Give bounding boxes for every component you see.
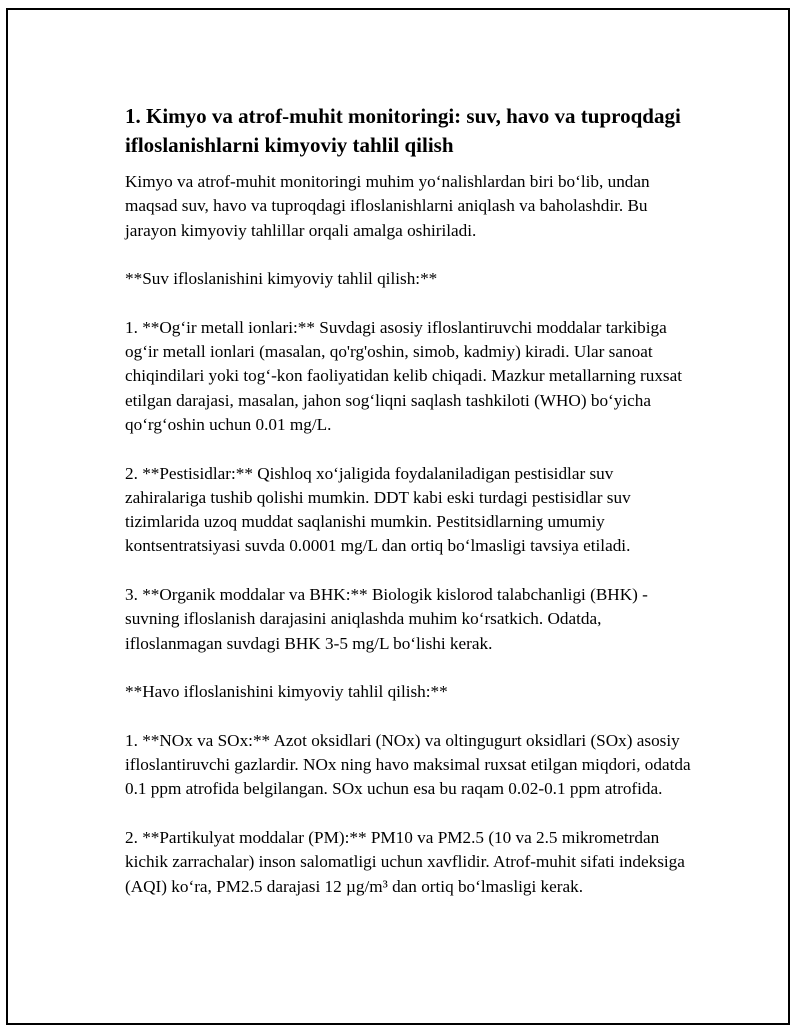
heavy-metals-paragraph: 1. **Og‘ir metall ionlari:** Suvdagi asosiy ifloslantiruvchi moddalar tarkibiga og‘ir metall ionlari (masalan, qo'rg'oshin, simob, kadmiy) kiradi. Ular sanoat chiqindilari yoki tog‘-kon faoliyatidan kelib chiqadi. Mazkur metallarning ruxsat etilgan darajasi, masalan, jahon sog‘liqni saqlash tashkiloti (WHO) bo‘yicha qo‘rg‘oshin uchun 0.01 mg/L. [125,317,683,434]
particulate-matter-paragraph: 2. **Partikulyat moddalar (PM):** PM10 va PM2.5 (10 va 2.5 mikrometrdan kichik zarrachalar) inson salomatligi uchun xavflidir. Atrof-muhit sifati indeksiga (AQI) ko‘ra, PM2.5 darajasi 12 µg/m³ dan ortiq bo‘lmasligi kerak. [125,828,685,896]
nox-sox-paragraph: 1. **NOx va SOx:** Azot oksidlari (NOx) va oltingugurt oksidlari (SOx) asosiy ifloslantiruvchi gazlardir. NOx ning havo maksimal ruxsat etilgan miqdori, odatda 0.1 ppm atrofida belgilangan. SOx uchun esa bu raqam 0.02-0.1 ppm atrofida. [125,730,691,799]
water-section-heading: **Suv ifloslanishini kimyoviy tahlil qilish:** [125,269,438,289]
page-frame [6,8,790,1025]
air-section-heading: **Havo ifloslanishini kimyoviy tahlil qilish:** [125,682,448,702]
document-body [125,102,695,923]
pesticides-paragraph: 2. **Pestisidlar:** Qishloq xo‘jaligida foydalaniladigan pestisidlar suv zahiralariga tushib qolishi mumkin. DDT kabi eski turdagi pestisidlar suv tizimlarida uzoq muddat saqlanishi mumkin. Pestitsidlarning umumiy kontsentratsiyasi suvda 0.0001 mg/L dan ortiq bo‘lmasligi tavsiya etiladi. [125,463,631,556]
intro-paragraph: Kimyo va atrof-muhit monitoringi muhim yo‘nalishlardan biri bo‘lib, undan maqsad suv, havo va tuproqdagi ifloslanishlarni aniqlash va baholashdir. Bu jarayon kimyoviy tahlillar orqali amalga oshiriladi. [125,172,650,240]
document-title: 1. Kimyo va atrof-muhit monitoringi: suv, havo va tuproqdagi ifloslanishlarni kimyoviy tahlil qilish [125,104,681,157]
organic-bod-paragraph: 3. **Organik moddalar va BHK:** Biologik kislorod talabchanligi (BHK) - suvning ifloslanish darajasini aniqlashda muhim ko‘rsatkich. Odatda, ifloslanmagan suvdagi BHK 3-5 mg/L bo‘lishi kerak. [125,585,648,653]
